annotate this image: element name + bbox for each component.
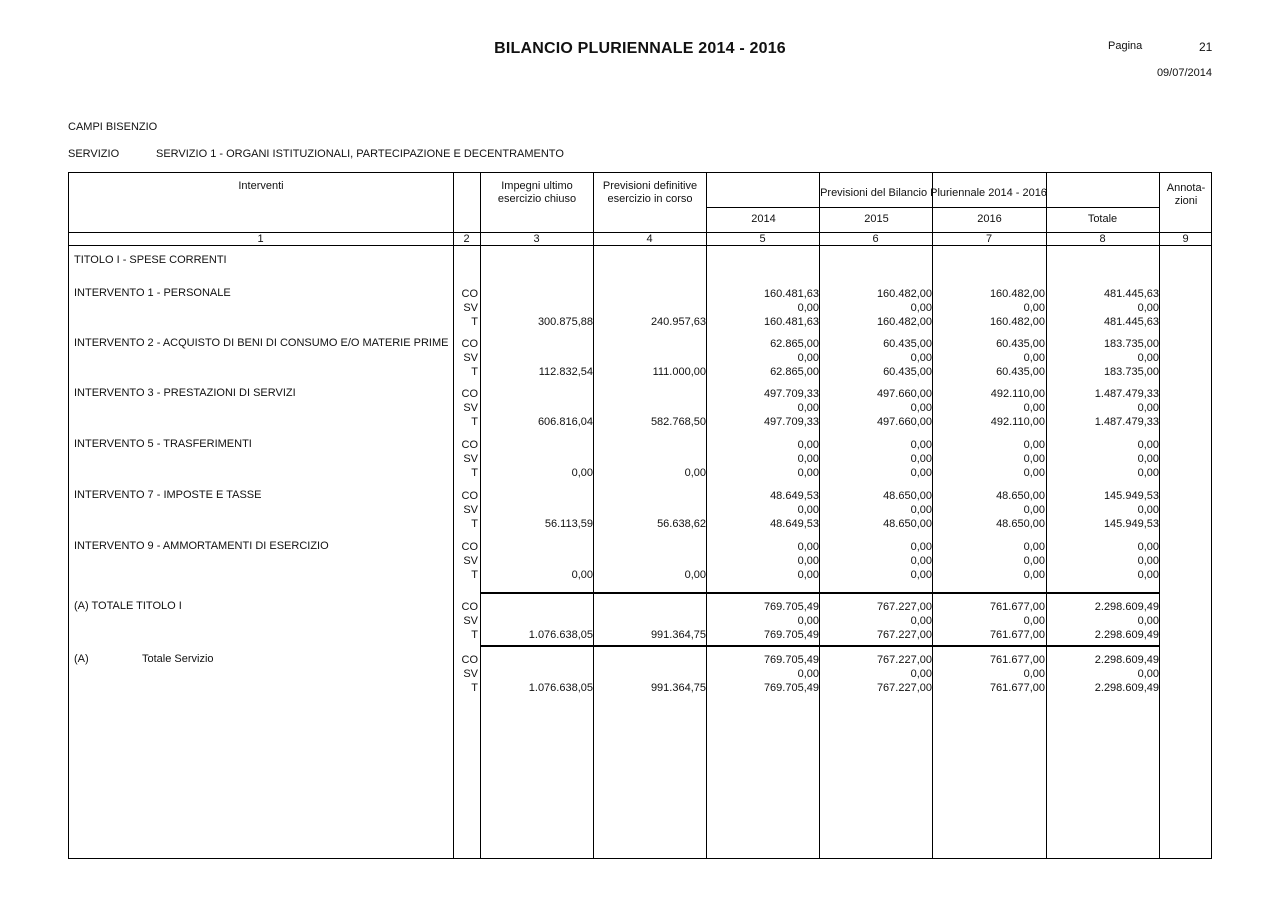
value-y2015: 160.482,00 <box>876 316 932 328</box>
page-label: Pagina <box>1108 40 1143 52</box>
table-row-divider <box>480 592 1159 594</box>
header-annotazioni: Annota- zioni <box>1166 182 1206 207</box>
value-y2016: 761.677,00 <box>989 601 1045 613</box>
value-totale: 183.735,00 <box>1103 366 1159 378</box>
value-y2015: 48.650,00 <box>883 518 932 530</box>
header-impegni: Impegni ultimo esercizio chiuso <box>497 180 577 205</box>
row-type-code: T <box>471 629 478 641</box>
previsioni-value: 991.364,75 <box>650 682 706 694</box>
entity-name: CAMPI BISENZIO <box>68 121 158 133</box>
table-column-divider <box>1159 172 1160 858</box>
value-y2014: 160.481,63 <box>763 288 819 300</box>
value-totale: 0,00 <box>1137 615 1159 627</box>
value-totale: 0,00 <box>1137 467 1159 479</box>
impegni-value: 300.875,88 <box>537 316 593 328</box>
value-totale: 0,00 <box>1137 439 1159 451</box>
value-y2016: 0,00 <box>1023 352 1045 364</box>
row-type-code: T <box>471 518 478 530</box>
impegni-value: 112.832,54 <box>538 366 593 378</box>
value-y2016: 492.110,00 <box>990 388 1045 400</box>
value-y2016: 761.677,00 <box>989 629 1045 641</box>
value-y2016: 761.677,00 <box>989 654 1045 666</box>
column-number: 4 <box>646 233 653 245</box>
intervento-label: INTERVENTO 3 - PRESTAZIONI DI SERVIZI <box>74 387 296 399</box>
value-y2014: 769.705,49 <box>763 682 819 694</box>
titolo-label: TITOLO I - SPESE CORRENTI <box>74 254 227 266</box>
value-y2015: 0,00 <box>910 504 932 516</box>
value-totale: 145.949,53 <box>1103 490 1159 502</box>
row-type-code: CO <box>461 490 478 502</box>
value-y2015: 60.435,00 <box>883 366 932 378</box>
value-y2015: 767.227,00 <box>876 654 932 666</box>
value-totale: 0,00 <box>1137 352 1159 364</box>
value-totale: 2.298.609,49 <box>1094 601 1159 613</box>
value-y2014: 0,00 <box>797 453 819 465</box>
value-y2014: 0,00 <box>797 352 819 364</box>
value-y2015: 0,00 <box>910 467 932 479</box>
table-row-divider <box>706 207 1159 208</box>
previsioni-value: 991.364,75 <box>650 629 706 641</box>
column-number: 7 <box>985 233 993 245</box>
column-number: 2 <box>463 233 470 245</box>
value-y2014: 0,00 <box>797 615 819 627</box>
row-type-code: CO <box>461 338 478 350</box>
row-type-code: CO <box>461 388 478 400</box>
value-y2014: 0,00 <box>797 504 819 516</box>
value-totale: 481.445,63 <box>1103 288 1159 300</box>
value-y2014: 497.709,33 <box>763 416 819 428</box>
column-number: 6 <box>872 233 879 245</box>
page-number: 21 <box>1199 40 1213 54</box>
previsioni-value: 0,00 <box>684 569 706 581</box>
header-previsioni-definitive: Previsioni definitive esercizio in corso <box>602 180 698 205</box>
row-type-code: CO <box>461 288 478 300</box>
value-y2015: 0,00 <box>910 402 932 414</box>
value-y2014: 62.865,00 <box>770 366 819 378</box>
value-y2015: 160.482,00 <box>876 288 932 300</box>
row-type-code: T <box>471 416 478 428</box>
row-type-code: SV <box>463 453 478 465</box>
value-y2016: 60.435,00 <box>996 338 1045 350</box>
value-totale: 0,00 <box>1137 668 1159 680</box>
row-type-code: CO <box>461 439 478 451</box>
table-column-divider <box>593 172 594 858</box>
row-type-code: CO <box>461 654 478 666</box>
header-year-2014: 2014 <box>751 213 776 225</box>
impegni-value: 0,00 <box>571 467 593 479</box>
intervento-label-detail: Totale Servizio <box>142 653 214 665</box>
value-totale: 0,00 <box>1137 504 1159 516</box>
value-totale: 0,00 <box>1137 541 1159 553</box>
row-type-code: CO <box>461 601 478 613</box>
row-type-code: T <box>471 467 478 479</box>
value-y2015: 767.227,00 <box>876 601 932 613</box>
value-y2015: 0,00 <box>910 352 932 364</box>
value-y2016: 0,00 <box>1023 453 1045 465</box>
row-type-code: SV <box>463 615 478 627</box>
row-type-code: T <box>471 316 478 328</box>
value-y2014: 0,00 <box>797 467 819 479</box>
value-y2015: 0,00 <box>910 668 932 680</box>
value-y2016: 0,00 <box>1023 467 1045 479</box>
value-y2015: 0,00 <box>910 615 932 627</box>
row-type-code: SV <box>463 352 478 364</box>
value-y2016: 160.482,00 <box>989 316 1045 328</box>
previsioni-value: 111.000,00 <box>652 366 706 378</box>
value-y2016: 0,00 <box>1023 569 1045 581</box>
intervento-label: INTERVENTO 9 - AMMORTAMENTI DI ESERCIZIO <box>74 540 329 552</box>
value-y2016: 0,00 <box>1023 555 1045 567</box>
value-y2016: 492.110,00 <box>990 416 1045 428</box>
table-column-divider <box>480 172 481 858</box>
header-previsioni-bilancio: Previsioni del Bilancio Pluriennale 2014 - 2016 <box>820 187 1047 199</box>
value-y2016: 0,00 <box>1023 615 1045 627</box>
value-y2015: 0,00 <box>910 453 932 465</box>
header-totale: Totale <box>1087 213 1118 225</box>
value-totale: 145.949,53 <box>1103 518 1159 530</box>
impegni-value: 606.816,04 <box>537 416 593 428</box>
previsioni-value: 0,00 <box>684 467 706 479</box>
value-y2016: 48.650,00 <box>996 518 1045 530</box>
value-totale: 0,00 <box>1137 453 1159 465</box>
value-y2014: 0,00 <box>797 569 819 581</box>
value-y2015: 767.227,00 <box>876 682 932 694</box>
intervento-label: (A) <box>74 653 89 665</box>
value-totale: 2.298.609,49 <box>1094 682 1159 694</box>
intervento-label: INTERVENTO 7 - IMPOSTE E TASSE <box>74 489 262 501</box>
impegni-value: 56.113,59 <box>544 518 593 530</box>
value-y2015: 48.650,00 <box>883 490 932 502</box>
value-totale: 1.487.479,33 <box>1094 388 1159 400</box>
row-type-code: T <box>471 366 478 378</box>
value-y2014: 0,00 <box>797 555 819 567</box>
servizio-value: SERVIZIO 1 - ORGANI ISTITUZIONALI, PARTECIPAZIONE E DECENTRAMENTO <box>156 148 564 160</box>
previsioni-value: 56.638,62 <box>657 518 706 530</box>
column-number: 1 <box>257 233 264 245</box>
report-title: BILANCIO PLURIENNALE 2014 - 2016 <box>494 40 786 57</box>
impegni-value: 1.076.638,05 <box>528 682 593 694</box>
value-totale: 1.487.479,33 <box>1094 416 1159 428</box>
row-type-code: T <box>471 682 478 694</box>
value-y2015: 0,00 <box>910 439 932 451</box>
row-type-code: SV <box>463 302 478 314</box>
column-number: 5 <box>759 233 766 245</box>
value-y2014: 48.649,53 <box>770 518 819 530</box>
value-y2016: 60.435,00 <box>996 366 1045 378</box>
value-y2014: 497.709,33 <box>763 388 819 400</box>
value-y2015: 0,00 <box>910 569 932 581</box>
table-row-divider <box>480 645 1159 647</box>
value-y2014: 0,00 <box>797 302 819 314</box>
value-y2014: 160.481,63 <box>763 316 819 328</box>
value-y2014: 0,00 <box>797 668 819 680</box>
value-y2014: 769.705,49 <box>763 601 819 613</box>
value-y2014: 48.649,53 <box>770 490 819 502</box>
value-y2014: 0,00 <box>797 541 819 553</box>
row-type-code: CO <box>461 541 478 553</box>
value-y2015: 0,00 <box>910 555 932 567</box>
impegni-value: 0,00 <box>571 569 593 581</box>
value-totale: 2.298.609,49 <box>1094 654 1159 666</box>
row-type-code: T <box>471 569 478 581</box>
value-y2016: 160.482,00 <box>989 288 1045 300</box>
intervento-label: INTERVENTO 2 - ACQUISTO DI BENI DI CONSUMO E/O MATERIE PRIME <box>74 337 449 349</box>
value-y2015: 0,00 <box>910 302 932 314</box>
value-totale: 481.445,63 <box>1103 316 1159 328</box>
column-number: 9 <box>1182 233 1189 245</box>
value-totale: 0,00 <box>1137 555 1159 567</box>
value-y2015: 0,00 <box>910 541 932 553</box>
value-y2016: 0,00 <box>1023 504 1045 516</box>
column-number: 8 <box>1099 233 1106 245</box>
value-y2014: 0,00 <box>797 402 819 414</box>
previsioni-value: 582.768,50 <box>650 416 706 428</box>
servizio-label: SERVIZIO <box>68 148 120 160</box>
value-y2016: 0,00 <box>1023 302 1045 314</box>
value-y2014: 769.705,49 <box>763 654 819 666</box>
value-y2015: 767.227,00 <box>876 629 932 641</box>
intervento-label: (A) TOTALE TITOLO I <box>74 600 182 612</box>
value-y2014: 769.705,49 <box>763 629 819 641</box>
impegni-value: 1.076.638,05 <box>528 629 593 641</box>
intervento-label: INTERVENTO 1 - PERSONALE <box>74 287 231 299</box>
value-y2016: 0,00 <box>1023 541 1045 553</box>
value-y2015: 497.660,00 <box>876 388 932 400</box>
value-totale: 2.298.609,49 <box>1094 629 1159 641</box>
row-type-code: SV <box>463 555 478 567</box>
value-y2015: 497.660,00 <box>876 416 932 428</box>
value-y2014: 0,00 <box>797 439 819 451</box>
value-y2014: 62.865,00 <box>770 338 819 350</box>
row-type-code: SV <box>463 668 478 680</box>
value-y2016: 0,00 <box>1023 668 1045 680</box>
report-date: 09/07/2014 <box>1156 67 1212 79</box>
header-year-2015: 2015 <box>864 213 889 225</box>
intervento-label: INTERVENTO 5 - TRASFERIMENTI <box>74 438 252 450</box>
row-type-code: SV <box>463 504 478 516</box>
value-totale: 0,00 <box>1137 569 1159 581</box>
previsioni-value: 240.957,63 <box>650 316 706 328</box>
header-year-2016: 2016 <box>977 213 1002 225</box>
value-totale: 0,00 <box>1137 402 1159 414</box>
value-y2015: 60.435,00 <box>883 338 932 350</box>
value-y2016: 0,00 <box>1023 439 1045 451</box>
value-y2016: 0,00 <box>1023 402 1045 414</box>
row-type-code: SV <box>463 402 478 414</box>
header-interventi: Interventi <box>238 180 284 192</box>
value-y2016: 761.677,00 <box>989 682 1045 694</box>
value-totale: 183.735,00 <box>1103 338 1159 350</box>
column-number: 3 <box>533 233 540 245</box>
value-totale: 0,00 <box>1137 302 1159 314</box>
value-y2016: 48.650,00 <box>996 490 1045 502</box>
